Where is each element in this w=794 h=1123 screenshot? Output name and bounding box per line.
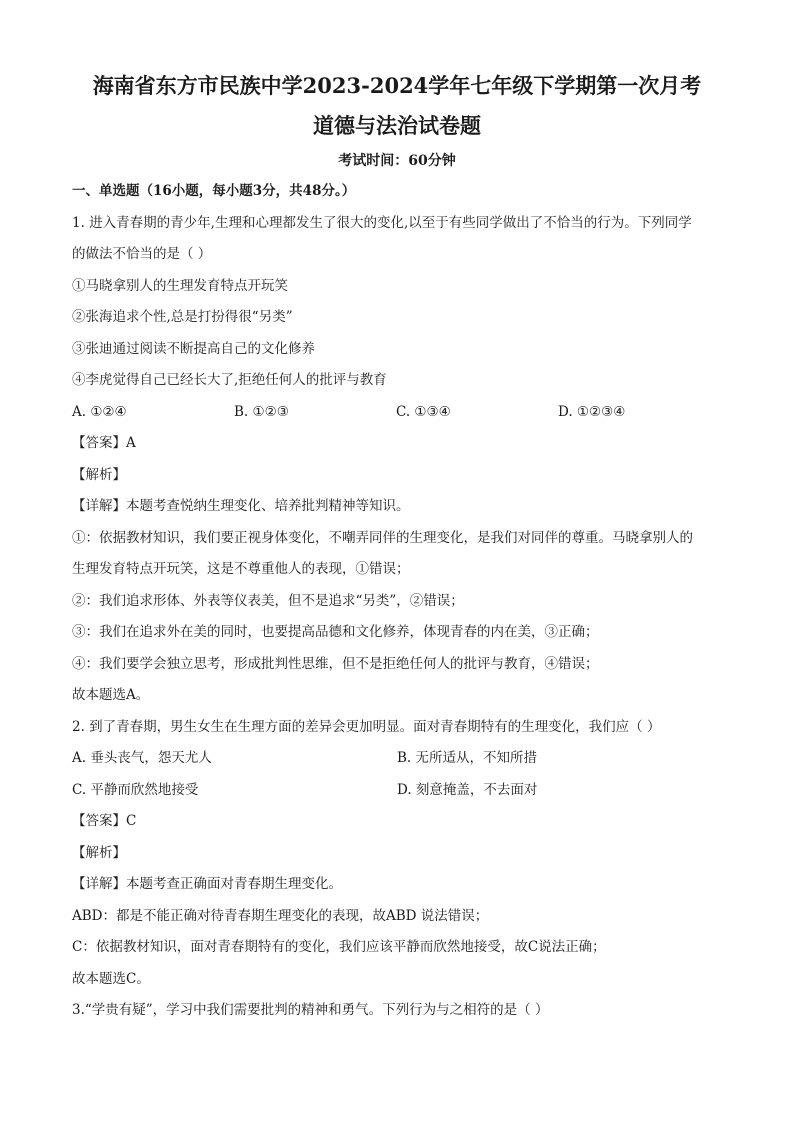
q1-option-d: D. ①②③④ [558, 403, 626, 420]
question-1 [72, 208, 722, 712]
q2-options-row1 [72, 743, 722, 775]
q2-option-a: A. 垂头丧气，怨天尤人 [72, 750, 212, 766]
q1-conclusion: 故本题选A。 [72, 687, 150, 703]
q1-stem-line2: 的做法不恰当的是（ ） [72, 246, 212, 262]
q1-option-c: C. ①③④ [396, 403, 451, 420]
q1-answer: 【答案】A [72, 435, 136, 451]
q1-stem-line1: 1. 进入青春期的青少年,生理和心理都发生了很大的变化,以至于有些同学做出了不恰当的行为。下列同学 [72, 214, 692, 231]
q1-explanation-1-line1: ①：依据教材知识，我们要正视身体变化，不嘲弄同伴的生理变化，是我们对同伴的尊重。马晓拿别人的 [72, 529, 693, 546]
question-2 [72, 712, 722, 996]
q1-explanation-4: ④：我们要学会独立思考，形成批判性思维，但不是拒绝任何人的批评与教育，④错误； [72, 655, 599, 672]
section-heading: 一、单选题（16小题，每小题3分，共48分。） [72, 183, 356, 199]
q2-answer: 【答案】C [72, 813, 137, 829]
q1-analysis-label: 【解析】 [72, 466, 126, 483]
q1-explanation-2: ②：我们追求形体、外表等仪表美，但不是追求“另类”，②错误； [72, 592, 464, 609]
q1-detail: 【详解】本题考查悦纳生理变化、培养批判精神等知识。 [72, 498, 410, 514]
q1-option-a: A. ①②④ [72, 403, 127, 420]
q2-explanation-1: ABD：都是不能正确对待青春期生理变化的表现，故ABD 说法错误； [72, 907, 489, 924]
q2-analysis-label: 【解析】 [72, 844, 126, 861]
q2-option-b: B. 无所适从，不知所措 [397, 750, 538, 766]
q1-item-3: ③张迪通过阅读不断提高自己的文化修养 [72, 340, 315, 357]
q1-item-2: ②张海追求个性,总是打扮得很“另类” [72, 309, 293, 325]
q1-explanation-3: ③：我们在追求外在美的同时，也要提高品德和文化修养，体现青春的内在美，③正确； [72, 624, 599, 640]
question-3 [72, 995, 722, 1027]
q2-detail: 【详解】本题考查正确面对青春期生理变化。 [72, 876, 342, 892]
exam-title-line1: 海南省东方市民族中学2023-2024学年七年级下学期第一次月考 [92, 73, 702, 98]
q2-explanation-2: C：依据教材知识，面对青春期特有的变化，我们应该平静而欣然地接受，故C说法正确； [72, 939, 606, 955]
exam-page [72, 66, 722, 1027]
q1-explanation-1-line2: 生理发育特点开玩笑，这是不尊重他人的表现，①错误； [72, 561, 410, 577]
q1-option-b: B. ①②③ [234, 403, 289, 420]
q2-option-d: D. 刻意掩盖，不去面对 [397, 781, 538, 798]
q1-item-1: ①马晓拿别人的生理发育特点开玩笑 [72, 277, 288, 294]
exam-time: 考试时间：60分钟 [338, 153, 456, 169]
q2-option-c: C. 平静而欣然地接受 [72, 781, 199, 798]
q1-item-4: ④李虎觉得自己已经长大了,拒绝任何人的批评与教育 [72, 372, 387, 388]
exam-title-line2: 道德与法治试卷题 [313, 113, 481, 138]
q2-conclusion: 故本题选C。 [72, 970, 150, 987]
q3-stem: 3.“学贵有疑”，学习中我们需要批判的精神和勇气。下列行为与之相符的是（ ） [72, 1002, 549, 1018]
q2-stem: 2. 到了青春期，男生女生在生理方面的差异会更加明显。面对青春期特有的生理变化，我们应（ ） [72, 718, 661, 735]
q2-options-row2 [72, 775, 722, 807]
q1-options [72, 397, 722, 429]
